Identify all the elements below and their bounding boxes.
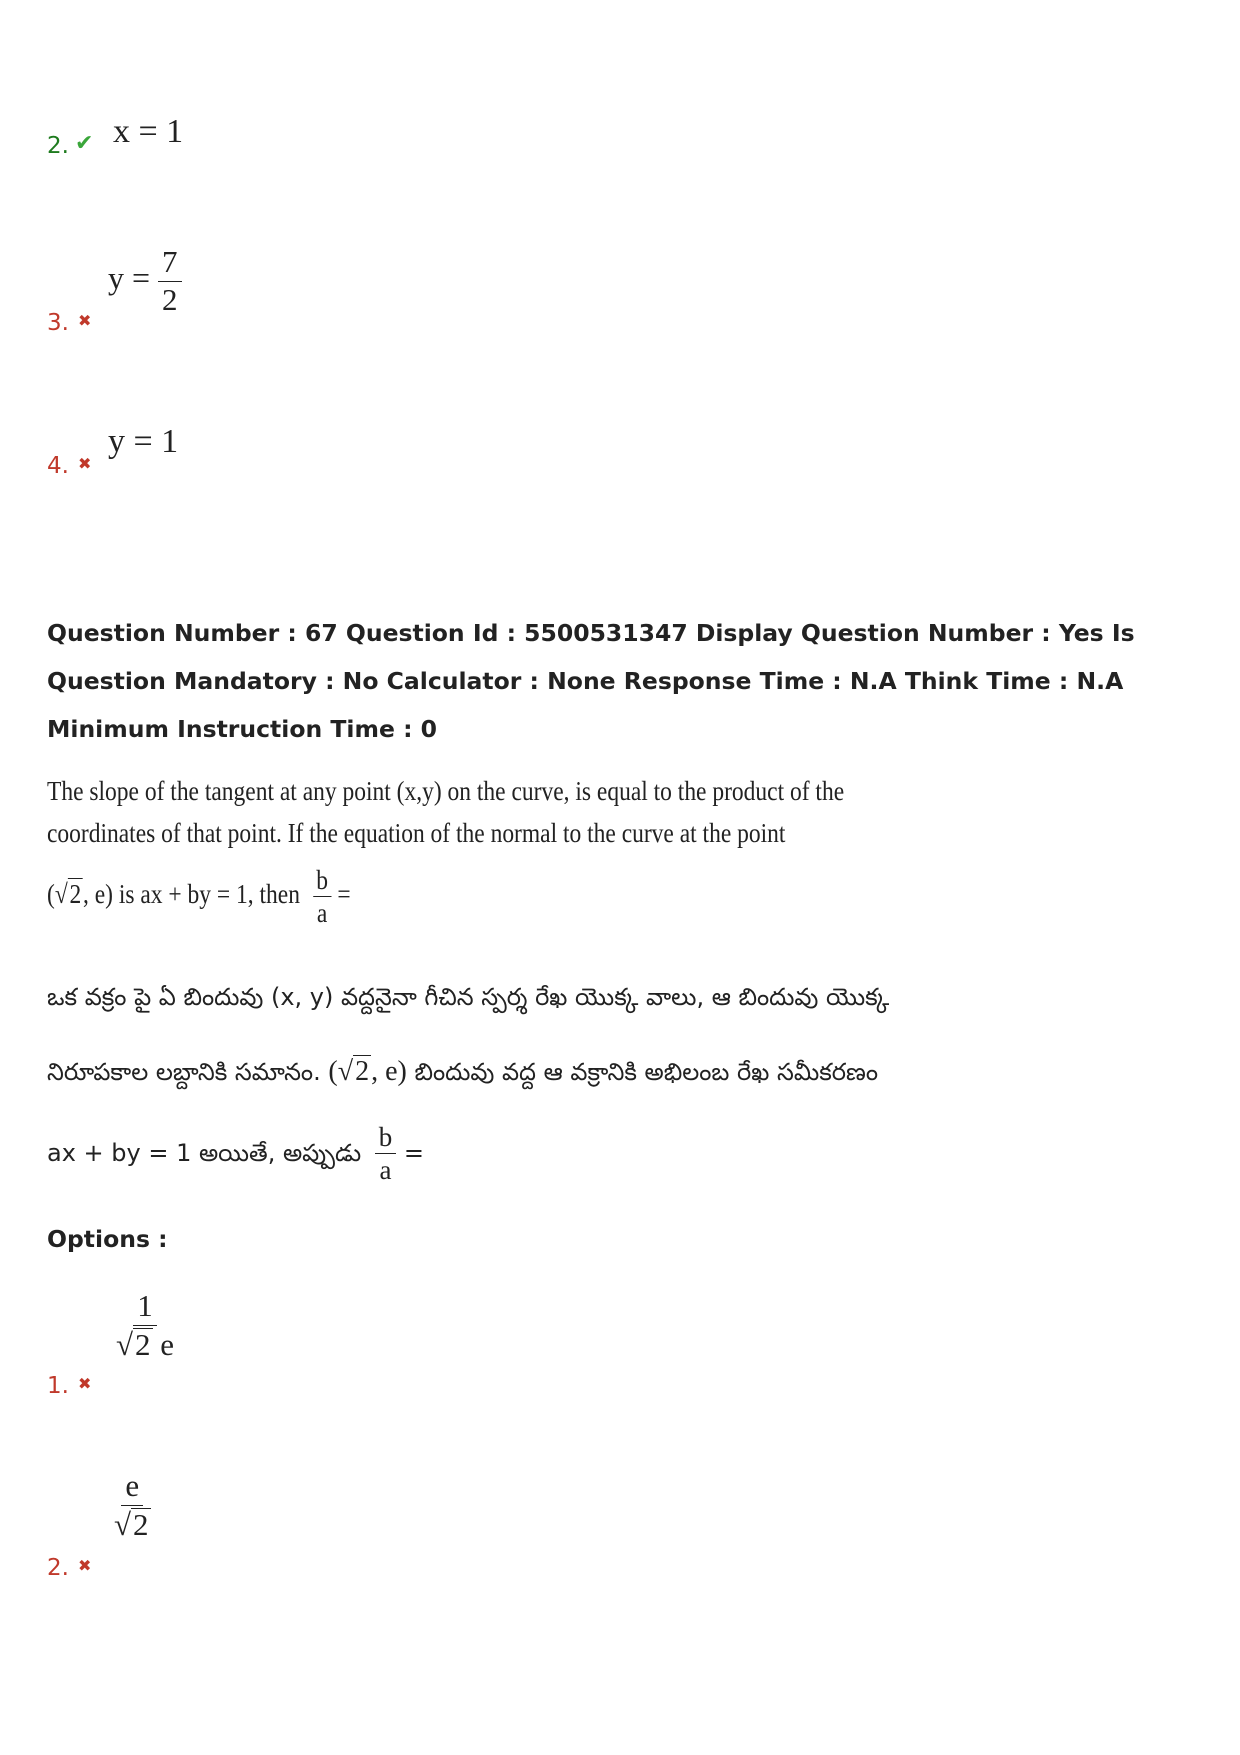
telugu-text: బిందువు వద్ద ఆ వక్రానికి అభిలంబ రేఖ సమీకరణం [414, 1058, 879, 1086]
radicand: 2 [135, 1326, 151, 1362]
option-number: 2. [47, 133, 69, 159]
point-open: ( [47, 879, 55, 910]
radicand: 2 [69, 879, 82, 910]
cross-icon: ✖ [78, 1556, 92, 1575]
cross-icon: ✖ [78, 1374, 92, 1393]
radicand: 2 [355, 1056, 370, 1087]
equation-text: is ax + by = 1, then [112, 879, 300, 910]
option-equation: y = 1 [108, 423, 179, 460]
question-en-line-1: The slope of the tangent at any point (x,y) on the curve, is equal to the product of the [47, 776, 845, 806]
option-equation [108, 246, 182, 316]
option-expression: e √ 2 [114, 1468, 149, 1542]
equals-sign: = [403, 1138, 425, 1167]
question-en-line-3 [47, 866, 351, 928]
point-close: , e) [82, 879, 113, 910]
fraction-denominator: a [379, 1155, 392, 1186]
option-number: 2. [47, 1555, 69, 1581]
question-te-line-3 [47, 1123, 424, 1185]
telugu-text: ax + by = 1 అయితే, అప్పుడు [47, 1138, 362, 1167]
option-number: 4. [47, 453, 69, 479]
option-number: 3. [47, 310, 69, 336]
option-number: 1. [47, 1373, 69, 1399]
question-te-line-1: ఒక వక్రం పై ఏ బిందువు (x, y) వద్దనైనా గీచిన స్పర్శ రేఖ యొక్క వాలు, ఆ బిందువు యొక్క [47, 983, 890, 1011]
option-expression: 1 √ 2 e [116, 1288, 175, 1362]
cross-icon: ✖ [78, 311, 92, 330]
cross-icon: ✖ [78, 454, 92, 473]
fraction-numerator: b [313, 866, 332, 897]
point-rest: , e [371, 1056, 398, 1087]
radicand: 2 [133, 1506, 149, 1542]
option-equation: x = 1 [113, 113, 184, 150]
suffix: e [152, 1326, 175, 1362]
question-en-line-2: coordinates of that point. If the equation of the normal to the curve at the point [47, 818, 786, 848]
sqrt-expression: √ 2 [54, 879, 82, 910]
fraction-numerator: e [121, 1470, 143, 1506]
check-icon: ✔ [75, 131, 94, 156]
options-label: Options : [47, 1225, 168, 1253]
question-te-line-2 [47, 1055, 878, 1092]
question-meta: Question Number : 67 Question Id : 5500531347 Display Question Number : Yes Is Question Mandatory : No Calculator : None Response Time : N.A Think Time : N.A Minimum Instruction Time : 0 [47, 619, 1135, 743]
equation-lhs: y = [108, 259, 151, 296]
telugu-text: నిరూపకాల లబ్దానికి సమానం. [47, 1058, 321, 1086]
fraction-numerator: 1 [133, 1290, 157, 1326]
point-expression: ( √ 2 , e) [328, 1056, 407, 1087]
fraction-denominator: a [316, 898, 328, 929]
fraction-numerator: b [375, 1123, 397, 1154]
fraction-denominator: 2 [162, 281, 178, 317]
fraction-numerator: 7 [158, 246, 182, 282]
equals-sign: = [337, 879, 351, 910]
